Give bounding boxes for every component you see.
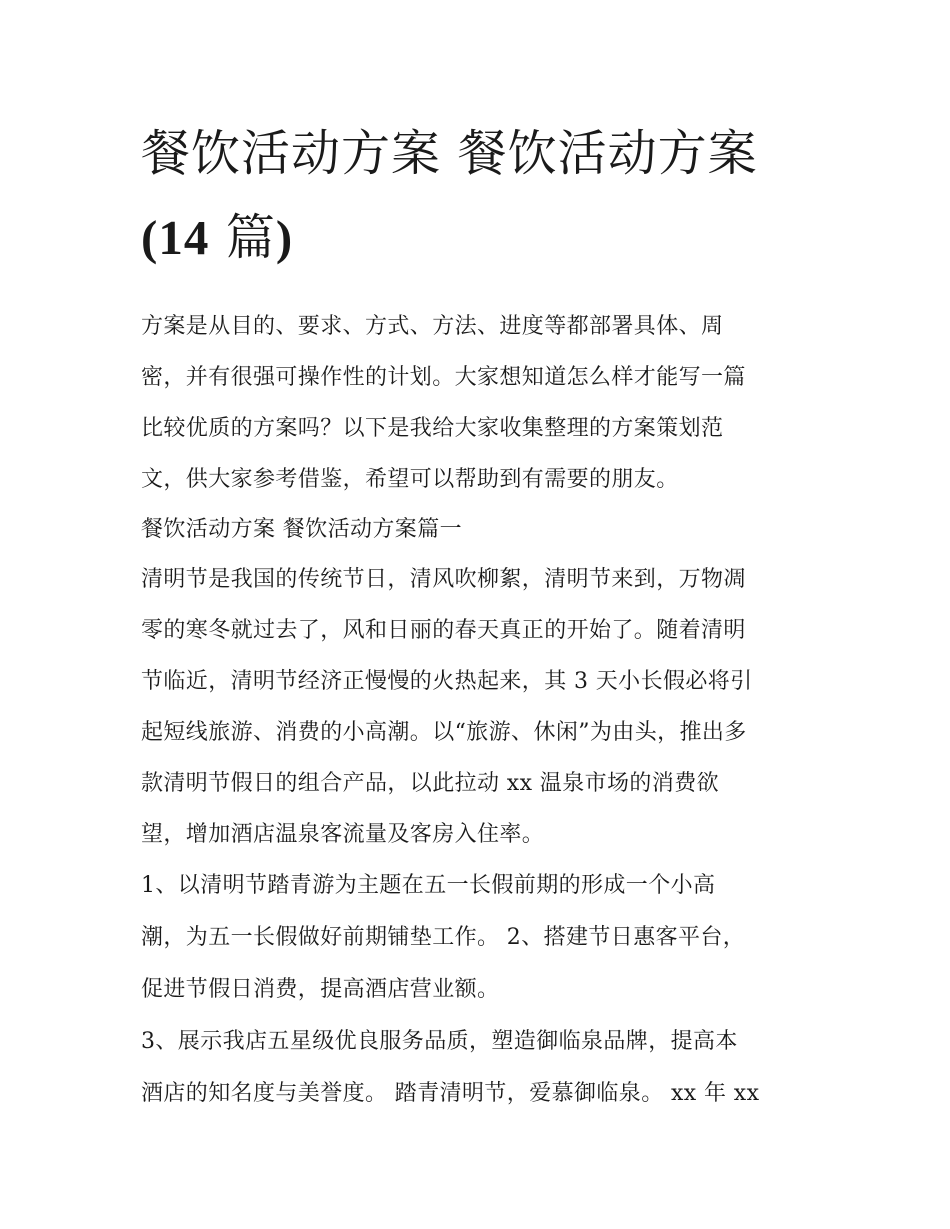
title-count-close: ) (275, 210, 294, 265)
section-heading: 餐饮活动方案 餐饮活动方案篇一 (141, 517, 462, 542)
text-line: 零的寒冬就过去了，风和日丽的春天真正的开始了。随着清明 (141, 618, 746, 643)
text-line: 望，增加酒店温泉客流量及客房入住率。 (141, 822, 545, 847)
text-line: 清明节是我国的传统节日，清风吹柳絮，清明节来到，万物凋 (141, 567, 746, 592)
text-line: 方案是从目的、要求、方式、方法、进度等都部署具体、周 (141, 314, 724, 339)
body-paragraph-1 (141, 554, 821, 860)
document-title (141, 112, 821, 280)
text-line: 款清明节假日的组合产品，以此拉动 xx 温泉市场的消费欲 (141, 771, 720, 796)
text-line: 文，供大家参考借鉴，希望可以帮助到有需要的朋友。 (141, 467, 679, 492)
text-line: 3、展示我店五星级优良服务品质，塑造御临泉品牌，提高本 (141, 1029, 738, 1054)
title-line-1: 餐饮活动方案 餐饮活动方案 (141, 125, 758, 182)
document-body (141, 301, 821, 1120)
text-line: 1、以清明节踏青游为主题在五一长假前期的形成一个小高 (141, 873, 716, 898)
text-line: 潮，为五一长假做好前期铺垫工作。 2、搭建节日惠客平台， (141, 925, 746, 950)
body-paragraph-2 (141, 860, 821, 1016)
intro-paragraph (141, 301, 821, 505)
body-paragraph-3 (141, 1016, 821, 1120)
title-count-open: (14 (141, 210, 210, 265)
text-line: 节临近，清明节经济正慢慢的火热起来，其 3 天小长假必将引 (141, 669, 753, 694)
text-line: 起短线旅游、消费的小高潮。以“旅游、休闲”为由头，推出多 (141, 720, 747, 745)
document-page (141, 112, 821, 1120)
text-line: 密，并有很强可操作性的计划。大家想知道怎么样才能写一篇 (141, 365, 746, 390)
text-line: 促进节假日消费，提高酒店营业额。 (141, 977, 500, 1002)
text-line: 比较优质的方案吗？以下是我给大家收集整理的方案策划范 (141, 416, 724, 441)
title-count-unit: 篇 (225, 209, 276, 266)
title-line-2 (141, 196, 821, 280)
text-line: 酒店的知名度与美誉度。 踏青清明节，爱慕御临泉。 xx 年 xx (141, 1081, 760, 1106)
